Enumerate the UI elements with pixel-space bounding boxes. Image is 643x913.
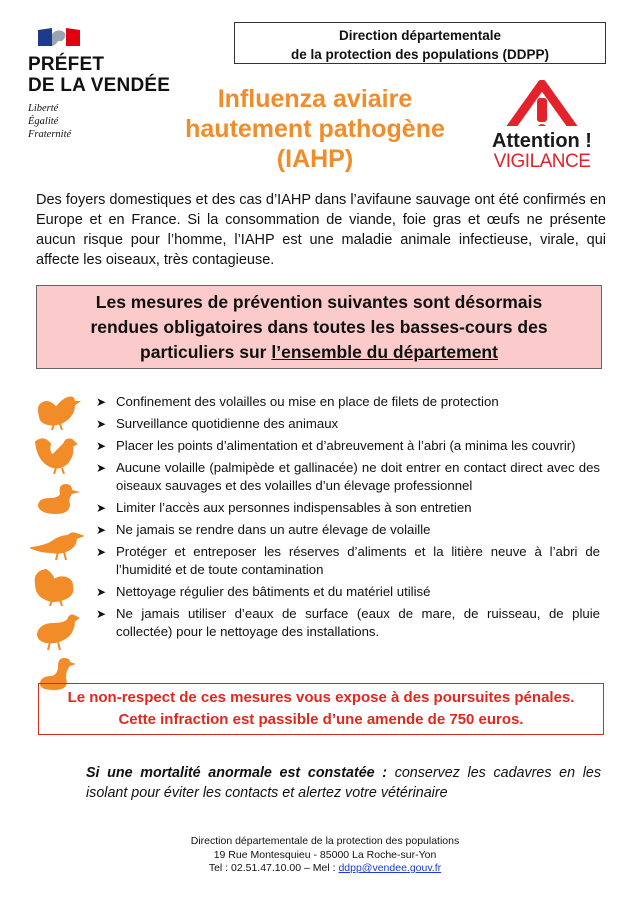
hen-icon <box>30 392 84 430</box>
arrow-bullet-icon: ➤ <box>96 523 107 537</box>
penalty-warning-box <box>38 683 604 735</box>
footer-contact: Direction départementale de la protection des populations 19 Rue Montesquieu - 85000 La Roche-sur-Yon Tel : 02.51.47.10.00 – Mel : ddpp@vendee.gouv.fr <box>190 835 460 874</box>
arrow-bullet-icon: ➤ <box>96 501 107 515</box>
turkey-icon <box>30 568 84 606</box>
measures-heading-box <box>36 285 602 369</box>
list-item: ➤ Limiter l’accès aux personnes indispensables à son entretien <box>96 500 472 515</box>
pheasant-icon <box>30 524 84 562</box>
measures-heading-line: rendues obligatoires dans toutes les basses-cours des <box>90 317 548 337</box>
whole-department-underline: l’ensemble du département <box>271 342 498 362</box>
republic-motto: Liberté Égalité Fraternité <box>28 103 72 140</box>
arrow-bullet-icon: ➤ <box>96 461 107 475</box>
list-item: ➤ Ne jamais se rendre dans un autre élevage de volaille <box>96 522 431 537</box>
arrow-bullet-icon: ➤ <box>96 585 107 599</box>
list-item: ➤ Aucune volaille (palmipède et gallinacée) ne doit entrer en contact direct avec des oiseaux sauvages et des volailles d’un élevage professionnel <box>96 460 600 493</box>
measures-heading-line: Les mesures de prévention suivantes sont désormais <box>95 292 543 312</box>
warning-sign-icon <box>478 80 606 172</box>
list-item: ➤ Nettoyage régulier des bâtiments et du matériel utilisé <box>96 584 431 599</box>
warning-top-text: Attention ! <box>492 130 592 152</box>
list-item: ➤ Placer les points d’alimentation et d’abreuvement à l’abri (a minima les couvrir) <box>96 438 576 453</box>
marianne-icon <box>36 26 82 48</box>
penalty-line: Le non-respect de ces mesures vous expose à des poursuites pénales. <box>67 689 575 706</box>
list-item: ➤ Surveillance quotidienne des animaux <box>96 416 339 431</box>
arrow-bullet-icon: ➤ <box>96 545 107 559</box>
list-item: ➤ Ne jamais utiliser d’eaux de surface (eaux de mare, de ruisseau, de pluie collectée) pour le nettoyage des installations. <box>96 606 600 639</box>
list-item: ➤ Protéger et entreposer les réserves d’aliments et la litière neuve à l’abri de l’humidité et de toute contamination <box>96 544 600 577</box>
measures-list <box>96 393 600 645</box>
arrow-bullet-icon: ➤ <box>96 607 107 621</box>
rooster-icon <box>30 436 84 474</box>
arrow-bullet-icon: ➤ <box>96 439 107 453</box>
bird-icons-column <box>30 392 86 700</box>
list-item: ➤ Confinement des volailles ou mise en place de filets de protection <box>96 394 499 409</box>
logo-title: PRÉFET DE LA VENDÉE <box>28 54 171 96</box>
arrow-bullet-icon: ➤ <box>96 417 107 431</box>
email-link[interactable]: ddpp@vendee.gouv.fr <box>338 862 442 874</box>
penalty-line: Cette infraction est passible d’une amende de 750 euros. <box>118 711 524 728</box>
intro-paragraph: Des foyers domestiques et des cas d’IAHP dans l’avifaune sauvage ont été confirmés en Europe et en France. Si la consommation de viande, foie gras et œufs ne présente aucun risque pour l’homme, l’IAHP est une maladie animale infectieuse, virale, qui affecte les oiseaux, très contagieuse. <box>36 192 606 268</box>
duck-icon <box>30 480 84 518</box>
measures-heading-line: particuliers sur l’ensemble du département <box>140 342 498 362</box>
guinea-fowl-icon <box>30 612 84 650</box>
warning-bottom-text: VIGILANCE <box>493 151 591 172</box>
agency-box: Direction départementale de la protection des populations (DDPP) <box>234 22 606 64</box>
arrow-bullet-icon: ➤ <box>96 395 107 409</box>
page-title: Influenza aviaire hautement pathogène (IAHP) <box>185 85 445 173</box>
mortality-notice: Si une mortalité anormale est constatée : conservez les cadavres en les isolant pour éviter les contacts et alertez votre vétérinaire <box>86 765 601 801</box>
